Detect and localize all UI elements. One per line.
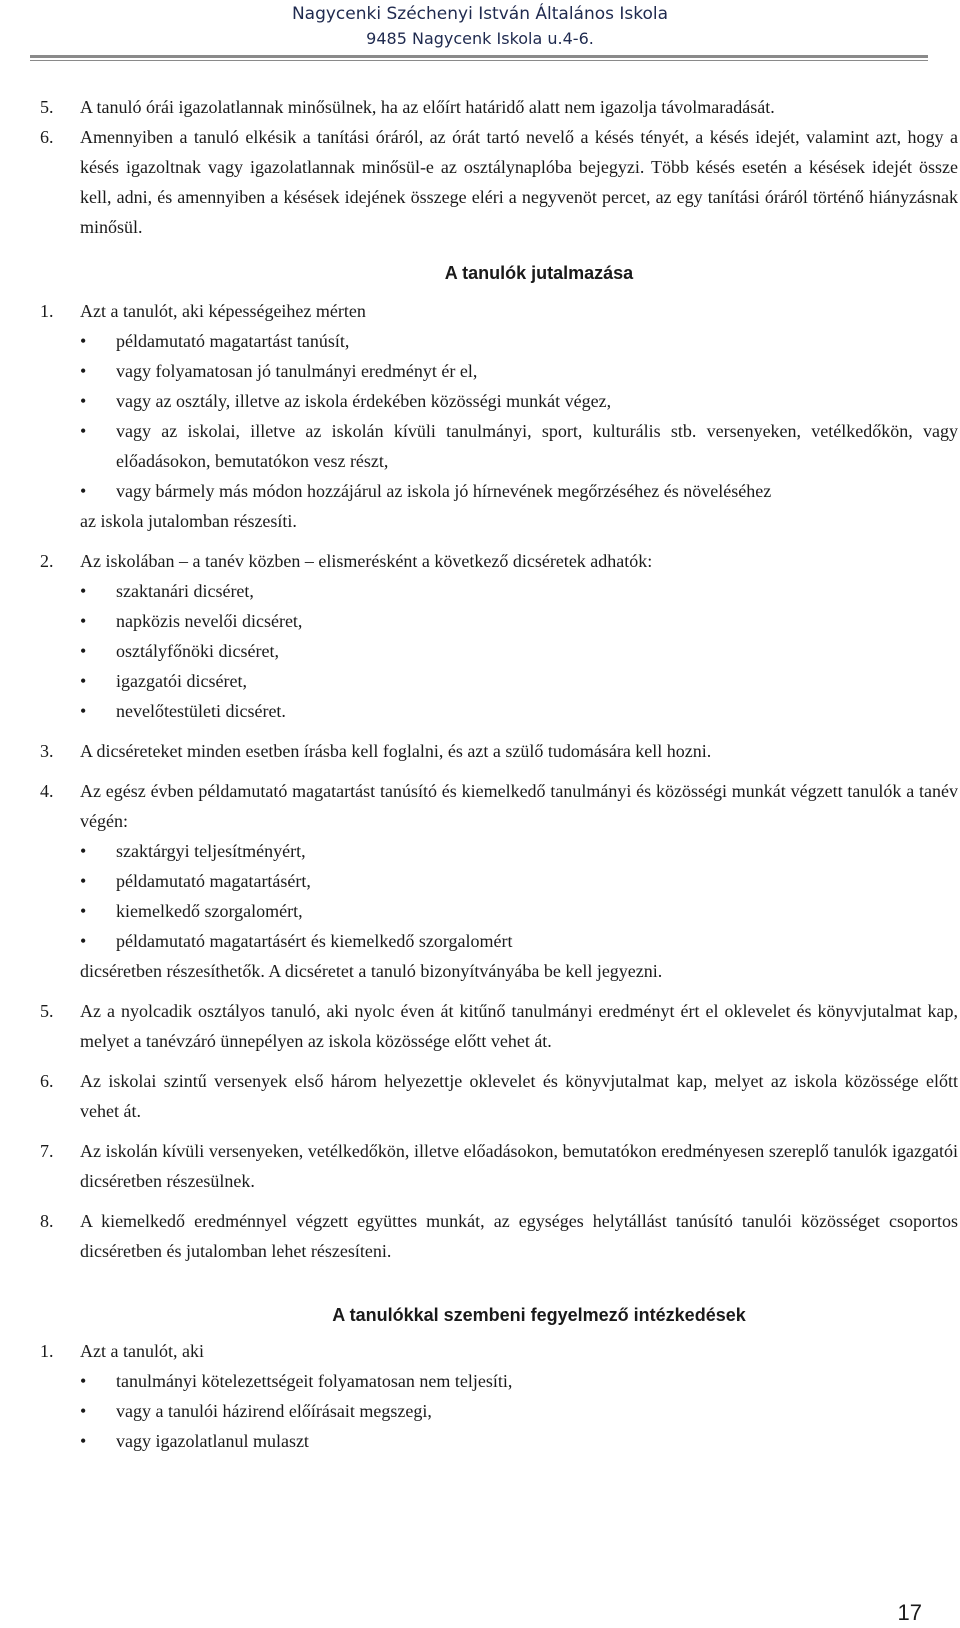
bullet-icon: • — [80, 871, 87, 891]
item-number: 7. — [40, 1141, 54, 1161]
item-number: 1. — [40, 301, 54, 321]
item-text: A dicséreteket minden esetben írásba kell foglalni, és azt a szülő tudomására kell hozni. — [80, 741, 712, 761]
item-number: 1. — [40, 1341, 54, 1361]
list-item — [40, 546, 958, 726]
bullet-list — [80, 326, 958, 506]
item-number: 3. — [40, 741, 54, 761]
bullet-icon: • — [80, 391, 87, 411]
bullet-item: • példamutató magatartásért és kiemelkedő szorgalomért — [80, 926, 958, 956]
item-number: 5. — [40, 97, 54, 117]
list-item — [40, 1206, 958, 1266]
bullet-icon: • — [80, 1431, 87, 1451]
bullet-icon: • — [80, 701, 87, 721]
bullet-item: • szaktanári dicséret, — [80, 576, 958, 606]
school-address: 9485 Nagycenk Iskola u.4-6. — [366, 29, 594, 48]
header-divider-thick — [30, 55, 928, 58]
bullet-item: • vagy bármely más módon hozzájárul az iskola jó hírnevének megőrzéséhez és növeléséhez — [80, 476, 958, 506]
section-title-discipline: A tanulókkal szembeni fegyelmező intézkedések — [332, 1305, 746, 1325]
bullet-icon: • — [80, 481, 87, 501]
bullet-item: • példamutató magatartást tanúsít, — [80, 326, 958, 356]
bullet-icon: • — [80, 641, 87, 661]
bullet-item: • vagy folyamatosan jó tanulmányi eredményt ér el, — [80, 356, 958, 386]
item-intro: Azt a tanulót, aki képességeihez mérten — [80, 301, 366, 321]
bullet-icon: • — [80, 331, 87, 351]
item-text: Az iskolai szintű versenyek első három helyezettje oklevelet és könyvjutalmat kap, melyet az iskola közössége előtt vehet át. — [80, 1071, 958, 1121]
list-item — [40, 122, 958, 242]
bullet-item: • vagy a tanulói házirend előírásait megszegi, — [80, 1396, 958, 1426]
list-item — [40, 996, 958, 1056]
list-item — [40, 1336, 958, 1456]
item-intro: Azt a tanulót, aki — [80, 1341, 204, 1361]
item-number: 6. — [40, 127, 54, 147]
bullet-icon: • — [80, 931, 87, 951]
list-item — [40, 1066, 958, 1126]
item-number: 4. — [40, 781, 54, 801]
item-number: 5. — [40, 1001, 54, 1021]
bullet-list — [80, 1366, 958, 1456]
school-name: Nagycenki Széchenyi István Általános Iskola — [291, 4, 669, 24]
list-item — [40, 776, 958, 986]
item-text: A tanuló órái igazolatlannak minősülnek, ha az előírt határidő alatt nem igazolja távolmaradását. — [80, 97, 775, 117]
page-number: 17 — [897, 1600, 922, 1625]
section-title-rewards: A tanulók jutalmazása — [444, 263, 634, 283]
bullet-item: • kiemelkedő szorgalomért, — [80, 896, 958, 926]
bullet-list — [80, 836, 958, 956]
item-outro: az iskola jutalomban részesíti. — [80, 511, 297, 531]
bullet-item: • nevelőtestületi dicséret. — [80, 696, 958, 726]
bullet-item: • osztályfőnöki dicséret, — [80, 636, 958, 666]
bullet-item: • szaktárgyi teljesítményért, — [80, 836, 958, 866]
bullet-icon: • — [80, 841, 87, 861]
bullet-icon: • — [80, 1371, 87, 1391]
list-item — [40, 296, 958, 536]
item-number: 2. — [40, 551, 54, 571]
bullet-item: • példamutató magatartásért, — [80, 866, 958, 896]
item-text: A kiemelkedő eredménnyel végzett együttes munkát, az egységes helytállást tanúsító tanulói közösséget csoportos dicséretben és jutalomban lehet részesíteni. — [80, 1211, 958, 1261]
bullet-item: • igazgatói dicséret, — [80, 666, 958, 696]
document-body — [40, 92, 958, 1466]
item-text: Az a nyolcadik osztályos tanuló, aki nyolc éven át kitűnő tanulmányi eredményt ért el oklevelet és könyvjutalmat kap, melyet a tanévzáró ünnepélyen az iskola közössége előtt vehet át. — [80, 1001, 958, 1051]
bullet-item: • vagy az osztály, illetve az iskola érdekében közösségi munkát végez, — [80, 386, 958, 416]
item-text: Az iskolán kívüli versenyeken, vetélkedőkön, illetve előadásokon, bemutatókon eredményesen szereplő tanulók igazgatói dicséretben részesülnek. — [80, 1141, 958, 1191]
bullet-icon: • — [80, 421, 87, 441]
item-intro: Az egész évben példamutató magatartást tanúsító és kiemelkedő tanulmányi és közösségi munkát végzett tanulók a tanév végén: — [80, 781, 958, 831]
bullet-icon: • — [80, 671, 87, 691]
list-item — [40, 92, 958, 122]
item-intro: Az iskolában – a tanév közben – elismerésként a következő dicséretek adhatók: — [80, 551, 653, 571]
item-text: Amennyiben a tanuló elkésik a tanítási óráról, az órát tartó nevelő a késés tényét, a késés idejét, valamint azt, hogy a késés igazoltnak vagy igazolatlannak minősül-e az osztálynaplóba bejegyzi. Több késés esetén a késések idejét össze kell, adni, és amennyiben a késések idejének összege eléri a negyvenöt percet, az egy tanítási óráról történő hiányzásnak minősül. — [80, 127, 958, 237]
item-outro: dicséretben részesíthetők. A dicséretet a tanuló bizonyítványába be kell jegyezni. — [80, 961, 663, 981]
bullet-list — [80, 576, 958, 726]
list-item — [40, 1136, 958, 1196]
bullet-item: • vagy az iskolai, illetve az iskolán kívüli tanulmányi, sport, kulturális stb. versenyeken, vetélkedőkön, vagy előadásokon, bemutatókon vesz részt, — [80, 416, 958, 476]
item-number: 6. — [40, 1071, 54, 1091]
bullet-icon: • — [80, 361, 87, 381]
item-number: 8. — [40, 1211, 54, 1231]
bullet-icon: • — [80, 901, 87, 921]
bullet-icon: • — [80, 611, 87, 631]
bullet-item: • tanulmányi kötelezettségeit folyamatosan nem teljesíti, — [80, 1366, 958, 1396]
header-divider-thin — [30, 60, 928, 61]
bullet-item: • napközis nevelői dicséret, — [80, 606, 958, 636]
bullet-icon: • — [80, 581, 87, 601]
bullet-item: • vagy igazolatlanul mulaszt — [80, 1426, 958, 1456]
list-item — [40, 736, 958, 766]
bullet-icon: • — [80, 1401, 87, 1421]
